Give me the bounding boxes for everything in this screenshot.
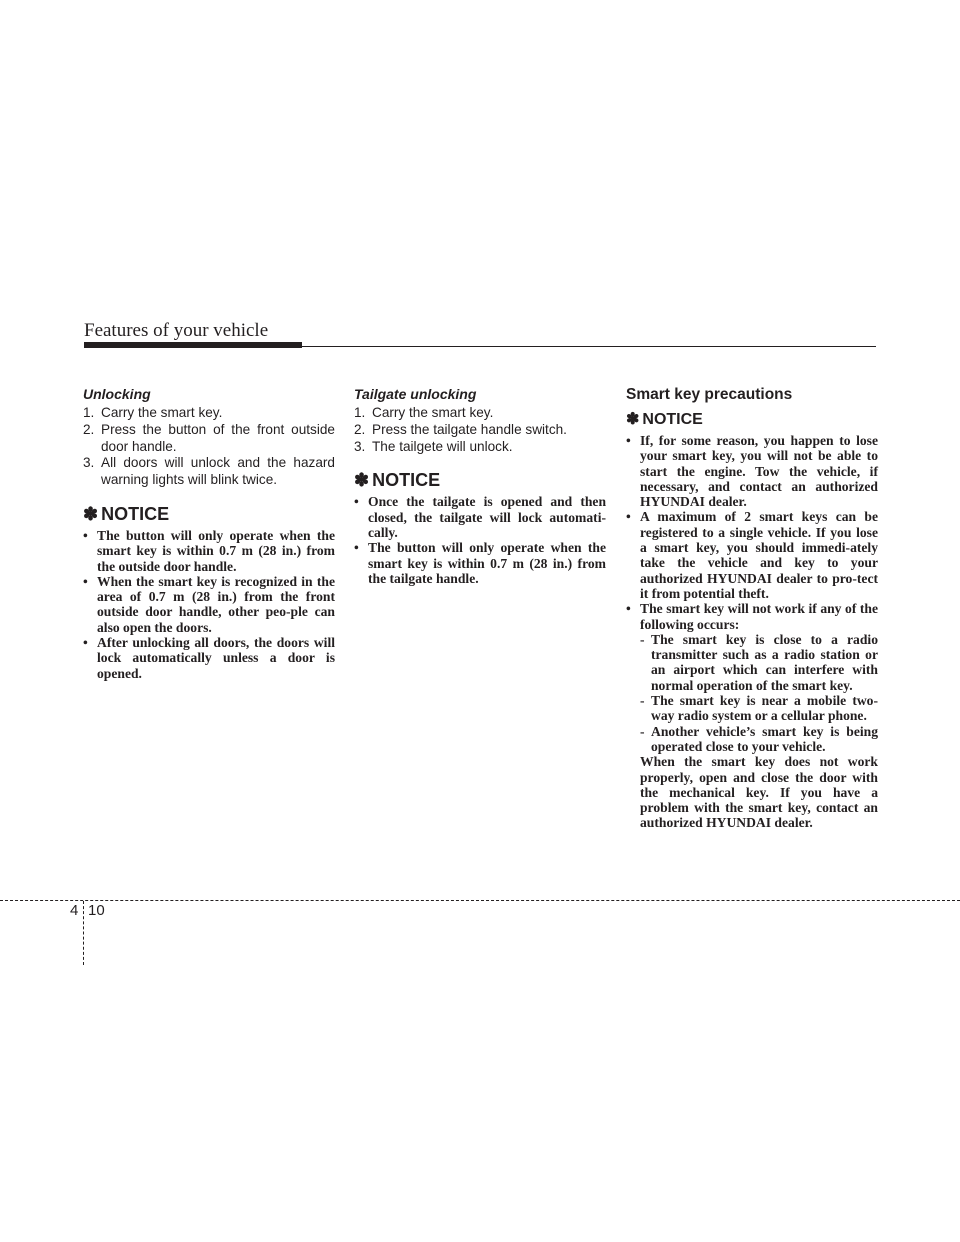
step-item (354, 405, 606, 422)
bullet-dot-icon: • (626, 433, 631, 448)
step-item (354, 422, 606, 439)
sub-item-text: The smart key is close to a radio transmitter such as a radio station or an airport which can interfere with normal operation of the smart key. (651, 631, 878, 693)
step-text: Press the tailgate handle switch. (372, 421, 567, 437)
bullet-dot-icon: • (83, 573, 88, 589)
sub-item-text: Another vehicle’s smart key is being operated close to your vehicle. (651, 723, 878, 754)
bullet-text: When the smart key is recognized in the area of 0.7 m (28 in.) from the front outside door handle, other peo-ple can also open the doors. (97, 573, 335, 635)
footer-vertical-dashed-rule (83, 901, 84, 965)
bullet-dot-icon: • (83, 635, 88, 651)
page-header-title: Features of your vehicle (84, 320, 269, 341)
step-item (354, 439, 606, 456)
dash-icon: - (640, 693, 645, 709)
page-number: 10 (88, 902, 105, 919)
step-number: 1. (354, 405, 366, 420)
notice-bullet (354, 540, 606, 586)
step-number: 2. (83, 421, 95, 437)
bullet-text: If, for some reason, you happen to lose your smart key, you will not be able to start the engine. Tow the vehicle, if necessary, and contact an authorized HYUNDAI dealer. (640, 433, 878, 510)
column-tailgate-unlocking (354, 386, 606, 586)
step-item (83, 455, 335, 489)
step-item (83, 422, 335, 456)
notice-closing-paragraph: When the smart key does not work properly, open and close the door with the mechanical key. If you have a problem with the smart key, contact an authorized HYUNDAI dealer. (640, 754, 878, 831)
notice-bullets (626, 433, 878, 632)
chapter-number: 4 (70, 902, 79, 919)
notice-sub-item (626, 632, 878, 693)
notice-heading (354, 469, 606, 491)
notice-bullet (83, 528, 335, 574)
header-rule-thick (84, 342, 302, 348)
notice-bullet (626, 601, 878, 632)
bullet-text: A maximum of 2 smart keys can be registered to a single vehicle. If you lose a smart key, you should immedi-ately take the vehicle and key to your authorized HYUNDAI dealer to pro-tect it from potential theft. (640, 509, 878, 601)
step-number: 2. (354, 421, 366, 437)
notice-heading (83, 503, 335, 525)
bullet-dot-icon: • (626, 509, 631, 525)
step-number: 1. (83, 405, 95, 420)
bullet-dot-icon: • (626, 601, 631, 617)
step-text: Carry the smart key. (372, 405, 494, 420)
notice-sub-item (626, 724, 878, 755)
notice-bullet (83, 574, 335, 635)
step-number: 3. (83, 455, 95, 471)
unlocking-subheading: Unlocking (83, 386, 151, 402)
tailgate-subheading: Tailgate unlocking (354, 386, 477, 402)
notice-bullet (83, 635, 335, 681)
bullet-text: After unlocking all doors, the doors will lock automatically unless a door is opened. (97, 635, 335, 681)
bullet-dot-icon: • (354, 494, 359, 510)
notice-sub-items (626, 632, 878, 754)
sub-item-text: The smart key is near a mobile two-way radio system or a cellular phone. (651, 693, 878, 724)
footer-dashed-rule (0, 900, 960, 901)
step-text: Carry the smart key. (101, 405, 223, 420)
bullet-text: The button will only operate when the smart key is within 0.7 m (28 in.) from the tailgate handle. (368, 540, 606, 586)
notice-bullet (626, 509, 878, 601)
notice-star-icon: ✽ (83, 503, 99, 524)
column-smart-key-precautions (626, 386, 878, 831)
notice-sub-item (626, 693, 878, 724)
column-unlocking (83, 386, 335, 681)
header-rule-thin (84, 346, 876, 347)
step-number: 3. (354, 438, 366, 454)
dash-icon: - (640, 723, 645, 739)
step-text: All doors will unlock and the hazard warning lights will blink twice. (101, 455, 335, 488)
notice-bullet (354, 494, 606, 540)
bullet-text: Once the tailgate is opened and then closed, the tailgate will lock automati-cally. (368, 494, 606, 540)
bullet-text: The smart key will not work if any of the following occurs: (640, 601, 878, 632)
dash-icon: - (640, 631, 645, 647)
notice-bullets (83, 528, 335, 681)
unlocking-steps (83, 405, 335, 489)
notice-star-icon: ✽ (626, 411, 640, 428)
notice-label: NOTICE (372, 470, 441, 491)
bullet-text: The button will only operate when the smart key is within 0.7 m (28 in.) from the outside door handle. (97, 527, 335, 574)
notice-star-icon: ✽ (354, 470, 370, 491)
notice-bullet (626, 433, 878, 509)
notice-label: NOTICE (101, 503, 170, 524)
notice-bullets (354, 494, 606, 586)
step-text: Press the button of the front outside door handle. (101, 421, 335, 454)
bullet-dot-icon: • (83, 527, 88, 543)
step-item (83, 405, 335, 422)
tailgate-steps (354, 405, 606, 455)
precautions-heading: Smart key precautions (626, 386, 793, 403)
step-text: The tailgete will unlock. (372, 438, 513, 454)
notice-heading (626, 410, 878, 430)
notice-label: NOTICE (642, 411, 703, 428)
bullet-dot-icon: • (354, 540, 359, 556)
